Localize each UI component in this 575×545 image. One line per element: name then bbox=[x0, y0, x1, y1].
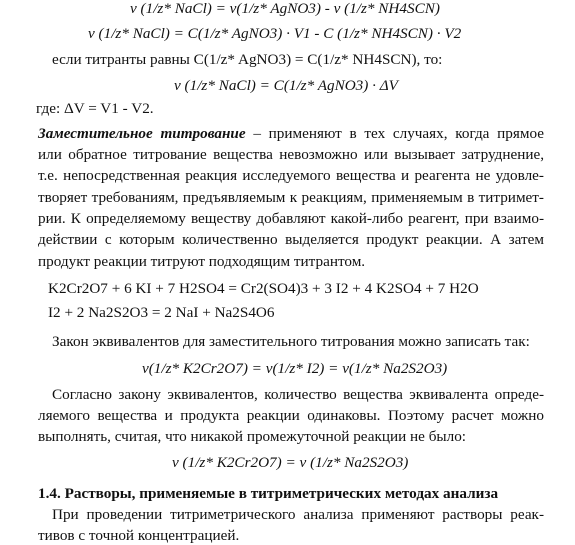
paragraph-1-line-2: или обратное титрование вещества невозможно или вызывает затруднение, bbox=[38, 146, 544, 163]
paragraph-2-line-1: Согласно закону эквивалентов, количество вещества эквивалента опреде- bbox=[52, 386, 544, 403]
paragraph-3-line-1: При проведении титриметрического анализа применяют растворы реак- bbox=[52, 506, 544, 523]
formula-line-3: ν (1/z* NaCl) = C(1/z* AgNO3) · ΔV bbox=[174, 77, 398, 94]
paragraph-1-line-1: Заместительное титрование – применяют в тех случаях, когда прямое bbox=[38, 125, 544, 142]
equivalents-formula-1: ν(1/z* K2Cr2O7) = ν(1/z* I2) = ν(1/z* Na2S2O3) bbox=[142, 360, 448, 377]
paragraph-2-line-3: выполнять, считая, что никакой промежуточной реакции не было: bbox=[38, 428, 467, 445]
paragraph-1-line-7: продукт реакции титруют подходящим титрантом. bbox=[38, 253, 366, 270]
reaction-equation-2: I2 + 2 Na2S2O3 = 2 NaI + Na2S4O6 bbox=[48, 304, 275, 321]
paragraph-1-line-4: творяет требованиям, предъявляемым к реакциям, применяемым в титримет- bbox=[38, 189, 544, 206]
equivalents-formula-2: ν (1/z* K2Cr2O7) = ν (1/z* Na2S2O3) bbox=[172, 454, 409, 471]
paragraph-3-line-2: тивов с точной концентрацией. bbox=[38, 527, 240, 544]
reaction-equation-1: K2Cr2O7 + 6 KI + 7 H2SO4 = Cr2(SO4)3 + 3 I2 + 4 K2SO4 + 7 H2O bbox=[48, 280, 479, 297]
section-heading: 1.4. Растворы, применяемые в титриметрических методах анализа bbox=[38, 485, 499, 502]
titrant-condition: если титранты равны C(1/z* AgNO3) = C(1/z* NH4SCN), то: bbox=[52, 51, 443, 68]
paragraph-1-line-3: т.е. непосредственная реакция исследуемого вещества и реагента не удовле- bbox=[38, 167, 544, 184]
paragraph-2-line-2: ляемого вещества и продукта реакции одинаковы. Поэтому расчет можно bbox=[38, 407, 544, 424]
paragraph-1-line-6: действии с которым количественно выделяется продукт реакции. А затем bbox=[38, 231, 544, 248]
where-line: где: ΔV = V1 - V2. bbox=[36, 100, 154, 117]
formula-line-2: ν (1/z* NaCl) = C(1/z* AgNO3) · V1 - C (1/z* NH4SCN) · V2 bbox=[88, 25, 462, 42]
term-substitution-titration: Заместительное титрование bbox=[38, 125, 246, 142]
formula-line-1: ν (1/z* NaCl) = ν(1/z* AgNO3) - ν (1/z* NH4SCN) bbox=[130, 0, 440, 17]
paragraph-1-line-5: рии. К определяемому веществу добавляют какой-либо реагент, при взаимо- bbox=[38, 210, 544, 227]
equivalents-law-line: Закон эквивалентов для заместительного титрования можно записать так: bbox=[52, 333, 530, 350]
